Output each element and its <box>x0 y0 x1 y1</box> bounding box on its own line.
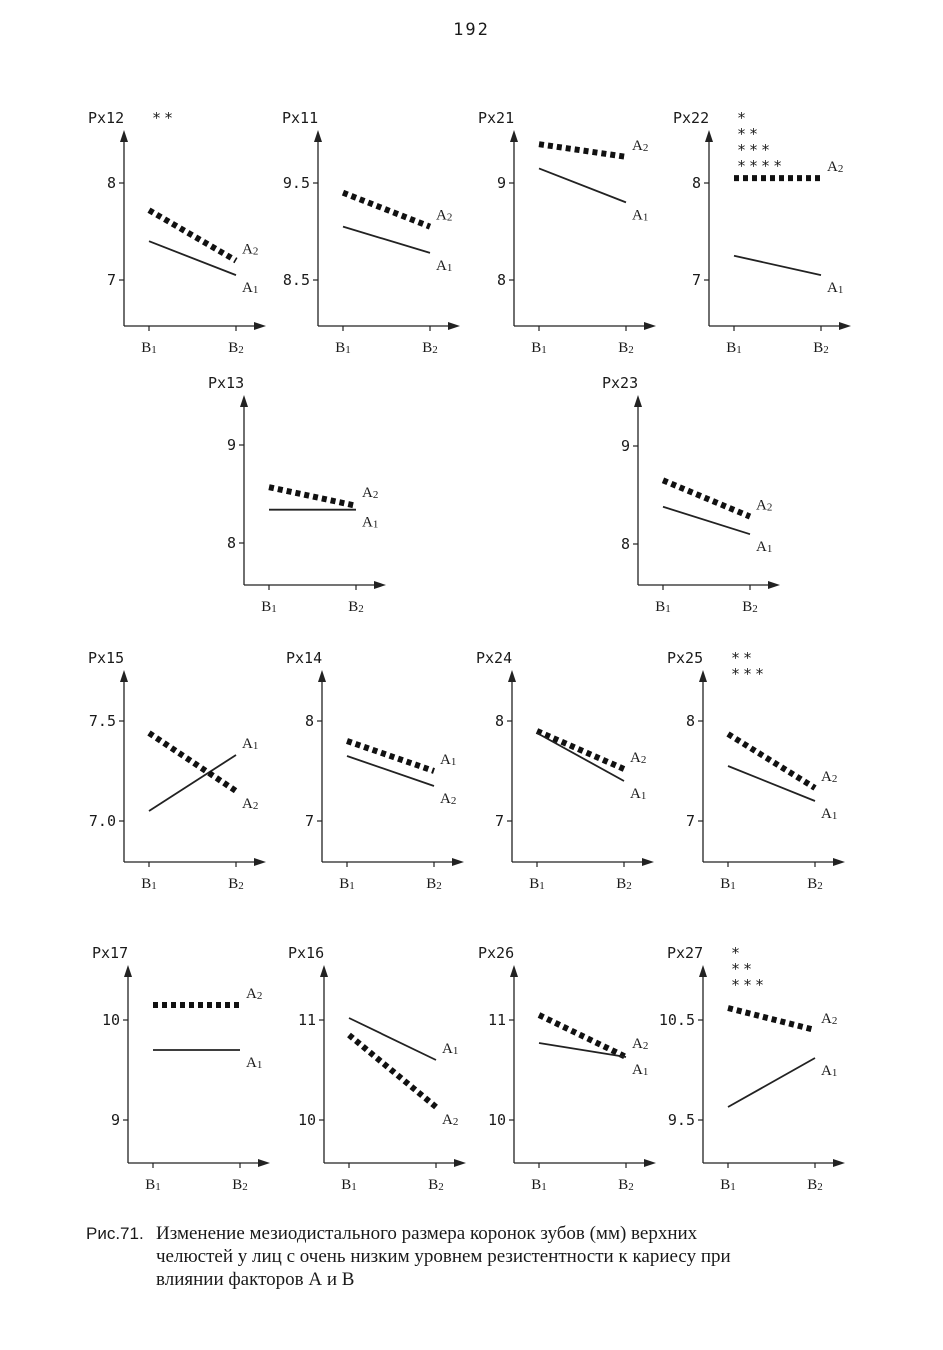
panel-px23-series-a1 <box>663 507 750 534</box>
panel-px24-title: Px24 <box>476 649 513 667</box>
panel-px14-title: Px14 <box>286 649 323 667</box>
panel-px25-series-label-a2: A2 <box>821 769 838 785</box>
panel-px13-series-label-a2: A2 <box>362 484 379 501</box>
panel-px26-x-arrow <box>644 1159 656 1167</box>
panel-px27-xtick-label-2: B2 <box>807 1177 823 1193</box>
panel-px13-ytick-label-1: 9 <box>226 436 236 454</box>
panel-px13-x-arrow <box>374 581 386 589</box>
page-number: 192 <box>453 20 490 40</box>
panel-px24-ytick-label-1: 8 <box>494 712 504 730</box>
panel-px12-stars-1: ** <box>152 109 177 127</box>
panel-px21-title: Px21 <box>478 109 515 127</box>
panel-px23-ytick-label-1: 9 <box>620 437 630 455</box>
panel-px27-stars-2: ** <box>731 960 756 978</box>
panel-px23-x-arrow <box>768 581 780 589</box>
panel-px22-title: Px22 <box>673 109 710 127</box>
panel-px11-xtick-label-1: B1 <box>335 340 351 356</box>
panel-px25-x-arrow <box>833 858 845 866</box>
panel-px12-series-a2 <box>149 210 236 260</box>
panel-px13-y-arrow <box>240 395 248 407</box>
panel-px22-y-arrow <box>705 130 713 142</box>
panel-px24-y-arrow <box>508 670 516 682</box>
panel-px15-ytick-label-2: 7.0 <box>88 812 116 830</box>
panel-px16-xtick-label-2: B2 <box>428 1177 444 1193</box>
panel-px12-ytick-label-2: 7 <box>106 271 116 289</box>
panel-px11-series-a1 <box>343 227 430 253</box>
panel-px14-series-a1 <box>347 741 434 771</box>
panel-px22-stars-1: * <box>737 109 750 127</box>
caption-line-1: Изменение мезиодистального размера коронок зубов (мм) верхних <box>156 1223 698 1244</box>
panel-px17-xtick-label-2: B2 <box>232 1177 248 1193</box>
panel-px27-series-label-a2: A2 <box>821 1011 838 1027</box>
panel-px23-xtick-label-1: B1 <box>655 599 671 615</box>
panel-px12-y-arrow <box>120 130 128 142</box>
panel-px26-xtick-label-2: B2 <box>618 1177 634 1193</box>
panel-px22-series-label-a2: A2 <box>827 159 844 176</box>
caption-line-3: влиянии факторов А и В <box>156 1269 355 1290</box>
panel-px25-title: Px25 <box>667 649 704 667</box>
panel-px11-series-label-a1: A1 <box>436 257 453 274</box>
panel-px11-x-arrow <box>448 322 460 330</box>
panel-px26-ytick-label-1: 11 <box>487 1011 506 1029</box>
panel-px16-series-label-a2: A2 <box>442 1112 459 1128</box>
panel-px22-stars-2: ** <box>737 125 762 143</box>
panel-px17-y-arrow <box>124 965 132 977</box>
panel-px14-x-arrow <box>452 858 464 866</box>
panel-px12-xtick-label-2: B2 <box>228 340 244 356</box>
panel-px15-y-arrow <box>120 670 128 682</box>
panel-px24-series-label-a2: A2 <box>630 750 647 766</box>
panel-px12-x-arrow <box>254 322 266 330</box>
panel-px17-ytick-label-1: 10 <box>101 1011 120 1029</box>
panel-px24-ytick-label-2: 7 <box>494 812 504 830</box>
panel-px12-series-a1 <box>149 241 236 275</box>
panel-px12-series-label-a1: A1 <box>242 280 259 297</box>
panel-px26-title: Px26 <box>478 944 515 962</box>
panel-px25-series-a1 <box>728 766 815 801</box>
panel-px12-xtick-label-1: B1 <box>141 340 157 356</box>
panel-px15-series-label-a1: A1 <box>242 736 259 752</box>
panel-px11-ytick-label-2: 8.5 <box>282 271 310 289</box>
panel-px14-series-label-a2: A2 <box>440 791 457 807</box>
panel-px15-ytick-label-1: 7.5 <box>88 712 116 730</box>
panel-px21-y-arrow <box>510 130 518 142</box>
panel-px21-series-label-a1: A1 <box>632 207 649 224</box>
panel-px23-series-label-a2: A2 <box>756 497 773 514</box>
panel-px15-xtick-label-1: B1 <box>141 876 157 892</box>
panel-px21-series-label-a2: A2 <box>632 137 649 154</box>
panel-px22-x-arrow <box>839 322 851 330</box>
panel-px25-xtick-label-1: B1 <box>720 876 736 892</box>
panel-px21-xtick-label-1: B1 <box>531 340 547 356</box>
panel-px15-xtick-label-2: B2 <box>228 876 244 892</box>
panel-px16-title: Px16 <box>288 944 325 962</box>
panel-px25-ytick-label-1: 8 <box>685 712 695 730</box>
panel-px16-series-a2 <box>349 1035 436 1107</box>
panel-px27-stars-3: *** <box>731 976 768 994</box>
panel-px15-title: Px15 <box>88 649 125 667</box>
panel-px22-series-label-a1: A1 <box>827 280 844 297</box>
panel-px13-title: Px13 <box>208 374 245 392</box>
panel-px22-xtick-label-1: B1 <box>726 340 742 356</box>
panel-px14-ytick-label-1: 8 <box>304 712 314 730</box>
panel-px27-ytick-label-1: 10.5 <box>658 1011 695 1029</box>
panel-px23-title: Px23 <box>602 374 639 392</box>
panel-px21-series-a1 <box>539 168 626 202</box>
panel-px25-stars-2: *** <box>731 665 768 683</box>
panel-px24-xtick-label-2: B2 <box>616 876 632 892</box>
panel-px15-series-a1 <box>149 755 236 811</box>
panel-px13-series-a2 <box>269 487 356 506</box>
panel-px15-x-arrow <box>254 858 266 866</box>
panel-px13-xtick-label-1: B1 <box>261 599 277 615</box>
panel-px13-xtick-label-2: B2 <box>348 599 364 615</box>
panel-px11-series-label-a2: A2 <box>436 207 453 224</box>
panel-px24-x-arrow <box>642 858 654 866</box>
panel-px16-xtick-label-1: B1 <box>341 1177 357 1193</box>
panel-px24-series-a1 <box>537 733 624 781</box>
panel-px17-title: Px17 <box>92 944 129 962</box>
panel-px17-series-label-a1: A1 <box>246 1055 263 1071</box>
panel-px22-ytick-label-2: 7 <box>691 271 701 289</box>
panel-px24-series-label-a1: A1 <box>630 786 647 802</box>
panel-px16-x-arrow <box>454 1159 466 1167</box>
panel-px27-x-arrow <box>833 1159 845 1167</box>
panel-px27-y-arrow <box>699 965 707 977</box>
panel-px26-series-label-a1: A1 <box>632 1062 649 1078</box>
panel-px22-stars-3: *** <box>737 141 774 159</box>
panel-px27-series-a2 <box>728 1008 815 1030</box>
panel-px17-series-label-a2: A2 <box>246 986 263 1002</box>
caption-label: Рис.71. <box>86 1224 144 1243</box>
panel-px25-xtick-label-2: B2 <box>807 876 823 892</box>
panel-px21-series-a2 <box>539 144 626 157</box>
panel-px27-series-a1 <box>728 1058 815 1107</box>
panel-px26-series-label-a2: A2 <box>632 1036 649 1052</box>
panel-px13-series-label-a1: A1 <box>362 514 379 531</box>
panel-px16-y-arrow <box>320 965 328 977</box>
panel-px25-series-label-a1: A1 <box>821 806 838 822</box>
panel-px15-series-label-a2: A2 <box>242 796 259 812</box>
panel-px17-x-arrow <box>258 1159 270 1167</box>
panel-px17-ytick-label-2: 9 <box>110 1111 120 1129</box>
panel-px26-y-arrow <box>510 965 518 977</box>
panel-px25-stars-1: ** <box>731 649 756 667</box>
panel-px14-y-arrow <box>318 670 326 682</box>
panel-px21-x-arrow <box>644 322 656 330</box>
panel-px26-xtick-label-1: B1 <box>531 1177 547 1193</box>
panel-px13-ytick-label-2: 8 <box>226 534 236 552</box>
panel-px26-ytick-label-2: 10 <box>487 1111 506 1129</box>
panel-px12-ytick-label-1: 8 <box>106 174 116 192</box>
panel-px21-ytick-label-2: 8 <box>496 271 506 289</box>
panel-px25-ytick-label-2: 7 <box>685 812 695 830</box>
panel-px16-ytick-label-2: 10 <box>297 1111 316 1129</box>
panel-px14-xtick-label-2: B2 <box>426 876 442 892</box>
panel-px22-series-a1 <box>734 256 821 275</box>
panel-px21-ytick-label-1: 9 <box>496 174 506 192</box>
panel-px16-series-a1 <box>349 1018 436 1060</box>
panel-px11-title: Px11 <box>282 109 319 127</box>
panel-px27-stars-1: * <box>731 944 744 962</box>
panel-px27-ytick-label-2: 9.5 <box>667 1111 695 1129</box>
panel-px11-series-a2 <box>343 193 430 227</box>
panel-px27-title: Px27 <box>667 944 704 962</box>
panel-px14-series-a2 <box>347 756 434 786</box>
panel-px25-y-arrow <box>699 670 707 682</box>
panel-px12-series-label-a2: A2 <box>242 241 259 258</box>
panel-px23-y-arrow <box>634 395 642 407</box>
panel-px22-ytick-label-1: 8 <box>691 174 701 192</box>
panel-px11-xtick-label-2: B2 <box>422 340 438 356</box>
panel-px14-ytick-label-2: 7 <box>304 812 314 830</box>
panel-px22-stars-4: **** <box>737 157 786 175</box>
panel-px27-series-label-a1: A1 <box>821 1063 838 1079</box>
panel-px23-ytick-label-2: 8 <box>620 535 630 553</box>
panel-px11-y-arrow <box>314 130 322 142</box>
panel-px23-xtick-label-2: B2 <box>742 599 758 615</box>
panel-px24-series-a2 <box>537 731 624 769</box>
panel-px14-series-label-a1: A1 <box>440 752 457 768</box>
panel-px27-xtick-label-1: B1 <box>720 1177 736 1193</box>
panel-px14-xtick-label-1: B1 <box>339 876 355 892</box>
caption-line-2: челюстей у лиц с очень низким уровнем резистентности к кариесу при <box>156 1246 731 1267</box>
panel-px17-xtick-label-1: B1 <box>145 1177 161 1193</box>
panel-px25-series-a2 <box>728 734 815 788</box>
panel-px23-series-label-a1: A1 <box>756 539 773 556</box>
figure-caption <box>86 1222 886 1291</box>
panel-px24-xtick-label-1: B1 <box>529 876 545 892</box>
panel-px12-title: Px12 <box>88 109 125 127</box>
panel-px21-xtick-label-2: B2 <box>618 340 634 356</box>
panel-px16-ytick-label-1: 11 <box>297 1011 316 1029</box>
panel-px11-ytick-label-1: 9.5 <box>282 174 310 192</box>
panel-px22-xtick-label-2: B2 <box>813 340 829 356</box>
panel-px16-series-label-a1: A1 <box>442 1041 459 1057</box>
